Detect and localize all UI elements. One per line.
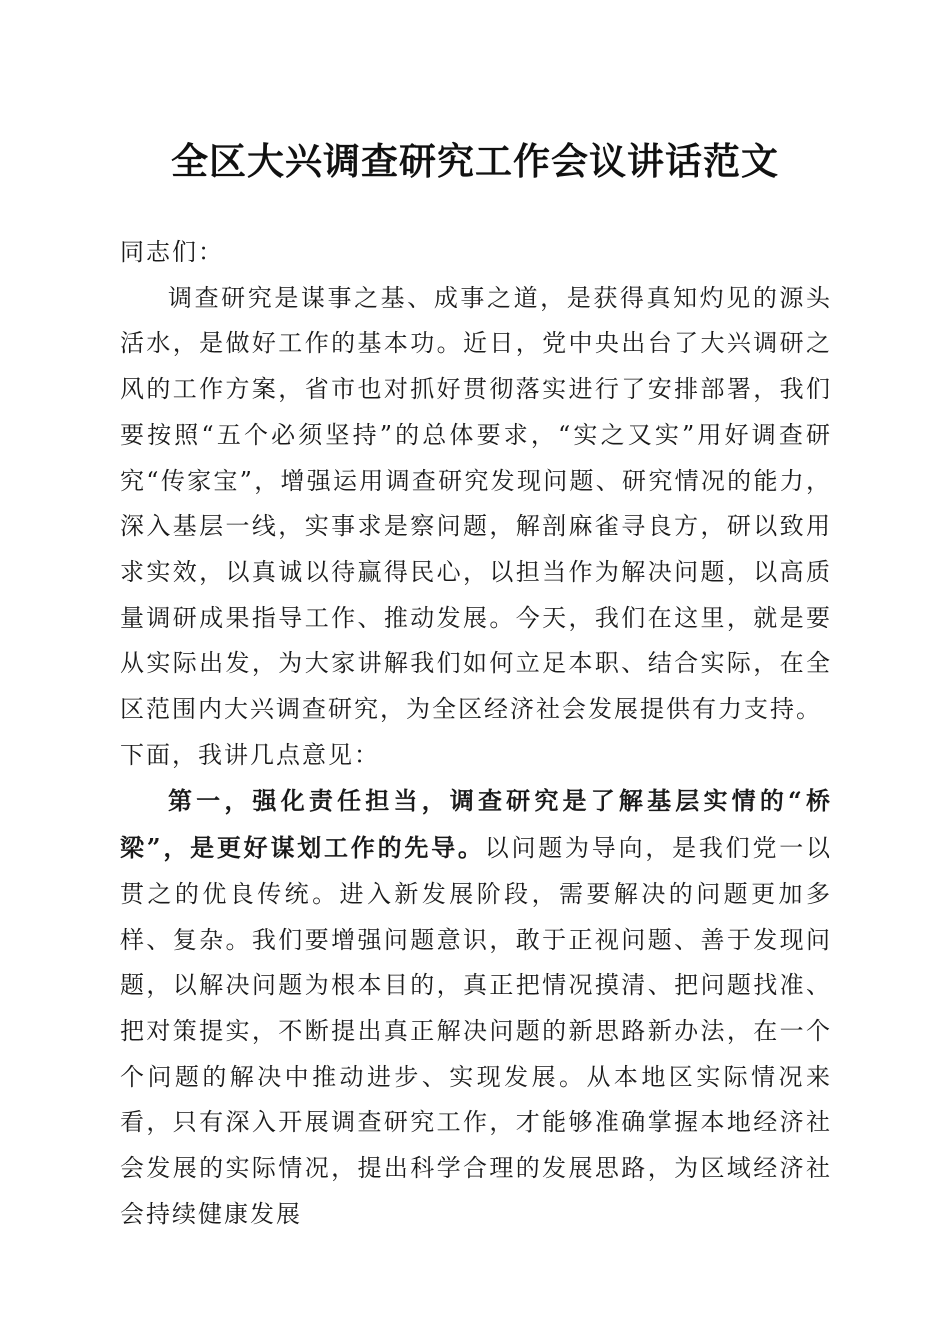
document-body xyxy=(120,230,832,1237)
point-one-body: 以问题为导向，是我们党一以贯之的优良传统。进入新发展阶段，需要解决的问题更加多样、复杂。我们要增强问题意识，敢于正视问题、善于发现问题，以解决问题为根本目的，真正把情况摸清、把问题找准、把对策提实，不断提出真正解决问题的新思路新办法，在一个个问题的解决中推动进步、实现发展。从本地区实际情况来看，只有深入开展调查研究工作，才能够准确掌握本地经济社会发展的实际情况，提出科学合理的发展思路，为区域经济社会持续健康发展 xyxy=(120,834,833,1228)
paragraph-intro: 调查研究是谋事之基、成事之道，是获得真知灼见的源头活水，是做好工作的基本功。近日，党中央出台了大兴调研之风的工作方案，省市也对抓好贯彻落实进行了安排部署，我们要按照“五个必须坚持”的总体要求，“实之又实”用好调查研究“传家宝”，增强运用调查研究发现问题、研究情况的能力，深入基层一线，实事求是察问题，解剖麻雀寻良方，研以致用求实效，以真诚以待赢得民心，以担当作为解决问题，以高质量调研成果指导工作、推动发展。今天，我们在这里，就是要从实际出发，为大家讲解我们如何立足本职、结合实际，在全区范围内大兴调查研究，为全区经济社会发展提供有力支持。 xyxy=(120,283,832,724)
document-title: 全区大兴调查研究工作会议讲话范文 xyxy=(171,139,779,183)
paragraph-point-one xyxy=(120,778,832,1237)
point-one-heading: 第一，强化责任担当，调查研究是了解基层实情的“桥梁”，是更好谋划工作的先导。 xyxy=(120,786,832,863)
salutation: 同志们： xyxy=(120,238,224,266)
paragraph-transition: 下面，我讲几点意见： xyxy=(120,740,380,769)
